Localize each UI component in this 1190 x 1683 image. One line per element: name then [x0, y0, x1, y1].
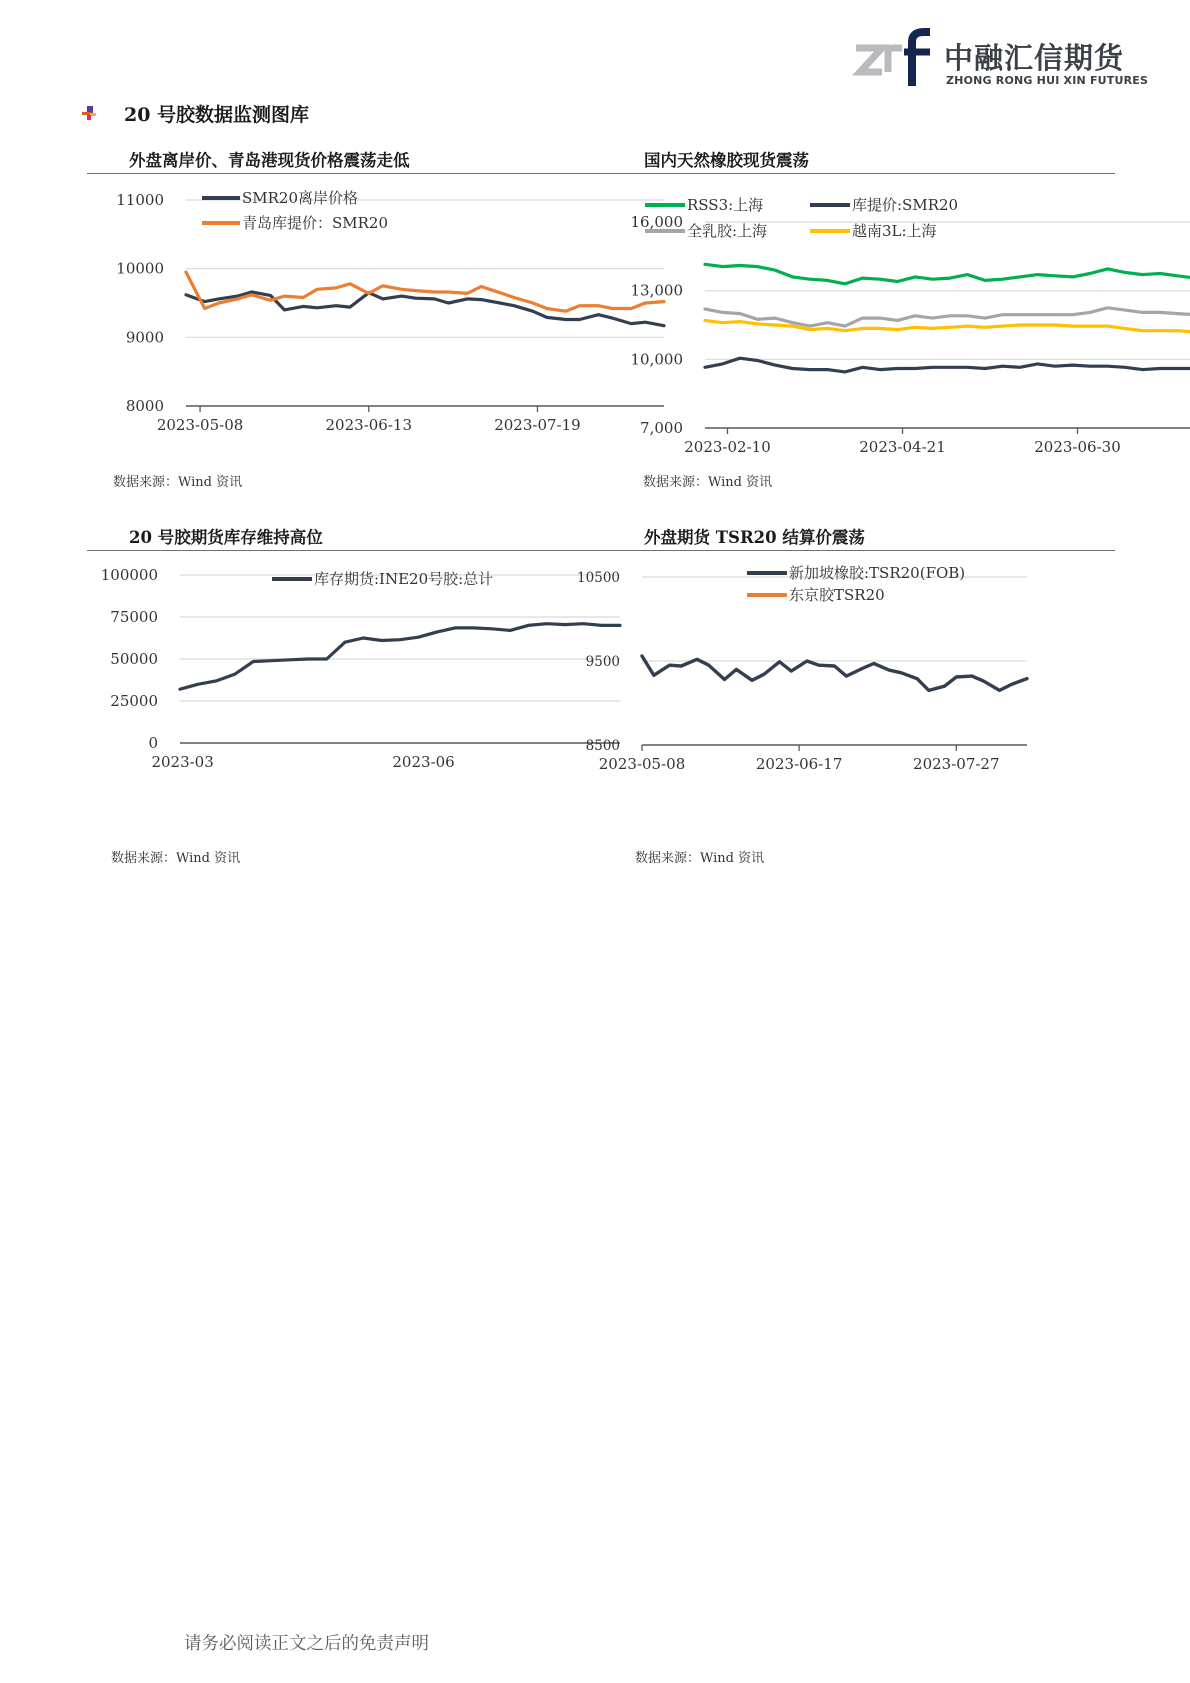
section-title: 20 号胶数据监测图库	[124, 104, 310, 126]
x-tick-label: 2023-05-08	[598, 755, 686, 773]
chart-2-title: 国内天然橡胶现货震荡	[644, 151, 809, 170]
y-tick-label: 9500	[585, 654, 620, 670]
chart-2-source: 数据来源：Wind 资讯	[643, 475, 773, 490]
x-tick-label: 2023-03	[151, 753, 214, 771]
company-logo	[848, 28, 1149, 90]
series-line-0	[705, 264, 1190, 284]
y-tick-label: 75000	[110, 608, 158, 626]
y-tick-label: 25000	[110, 692, 158, 710]
section-bullet-icon	[80, 104, 102, 122]
x-tick-label: 2023-07-27	[913, 755, 1000, 773]
chart-4-title: 外盘期货 TSR20 结算价震荡	[644, 528, 865, 547]
x-tick-label: 2023-06-13	[325, 416, 413, 434]
chart-4-source: 数据来源：Wind 资讯	[635, 851, 765, 866]
zrf-logo-mark	[848, 28, 940, 90]
legend-label: 全乳胶:上海	[687, 222, 768, 240]
y-tick-label: 10500	[577, 570, 620, 586]
chart-4-tsr20	[577, 560, 1115, 830]
chart-3-inventory	[90, 560, 600, 830]
chart-1-source: 数据来源：Wind 资讯	[113, 475, 243, 490]
x-tick-label: 2023-07-19	[494, 416, 581, 434]
x-tick-label: 2023-05-08	[156, 416, 244, 434]
chart-2-rule	[601, 173, 1115, 174]
x-tick-label: 2023-06-30	[1034, 438, 1121, 456]
chart-1-title: 外盘离岸价、青岛港现货价格震荡走低	[129, 151, 410, 170]
series-line-3	[705, 320, 1190, 332]
chart-1-rule	[87, 173, 601, 174]
y-tick-label: 7,000	[640, 419, 683, 437]
series-line-2	[705, 308, 1190, 326]
series-line-0	[180, 624, 620, 690]
legend-label: 新加坡橡胶:TSR20(FOB)	[789, 564, 966, 582]
chart-3-rule	[87, 550, 601, 551]
y-tick-label: 0	[148, 734, 158, 752]
y-tick-label: 8000	[125, 397, 164, 415]
chart-2-domestic-spot	[610, 180, 1121, 456]
chart-1-smr20-qingdao	[90, 180, 600, 455]
chart-3-title: 20 号胶期货库存维持高位	[129, 528, 323, 547]
legend-label: RSS3:上海	[687, 196, 764, 214]
chart-3-source: 数据来源：Wind 资讯	[111, 851, 241, 866]
y-tick-label: 10000	[116, 259, 164, 278]
logo-english-name: ZHONG RONG HUI XIN FUTURES	[946, 74, 1149, 87]
y-tick-label: 10,000	[630, 350, 683, 369]
legend-label: SMR20离岸价格	[242, 189, 359, 207]
y-tick-label: 11000	[116, 191, 164, 209]
y-tick-label: 13,000	[630, 281, 683, 300]
y-tick-label: 9000	[125, 328, 164, 347]
series-line-1	[705, 358, 1190, 372]
legend-label: 库存期货:INE20号胶:总计	[314, 570, 494, 588]
logo-chinese-name: 中融汇信期货	[944, 41, 1125, 75]
chart-4-rule	[601, 550, 1115, 551]
x-tick-label: 2023-06	[392, 753, 455, 771]
legend-label: 东京胶TSR20	[789, 586, 885, 604]
x-tick-label: 2023-02-10	[684, 438, 771, 456]
y-tick-label: 100000	[100, 566, 158, 584]
legend-label: 青岛库提价：SMR20	[242, 214, 389, 232]
y-tick-label: 8500	[585, 738, 620, 754]
disclaimer-footer: 请务必阅读正文之后的免责声明	[184, 1634, 429, 1654]
x-tick-label: 2023-04-21	[859, 438, 946, 456]
x-tick-label: 2023-06-17	[755, 755, 843, 773]
y-tick-label: 16,000	[630, 213, 683, 231]
y-tick-label: 50000	[110, 650, 158, 668]
legend-label: 越南3L:上海	[852, 222, 937, 240]
legend-label: 库提价:SMR20	[852, 196, 959, 214]
